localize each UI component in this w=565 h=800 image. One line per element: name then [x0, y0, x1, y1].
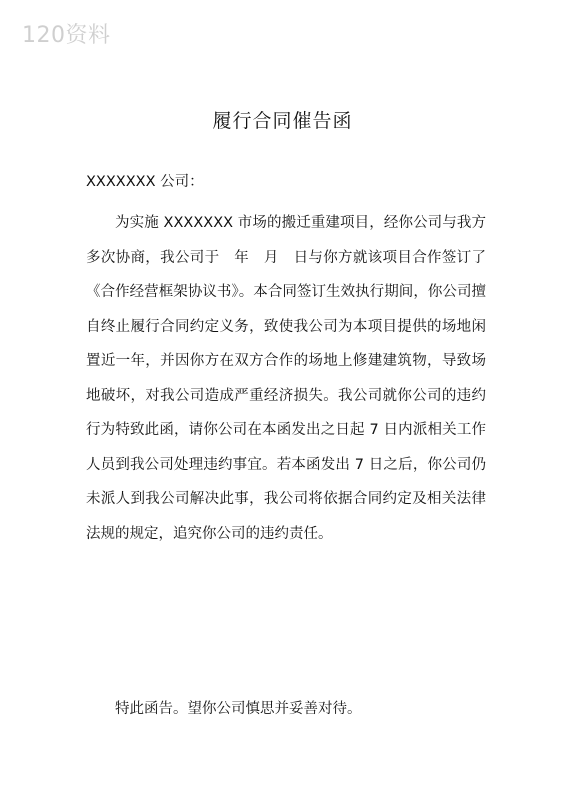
salutation: XXXXXXX 公司：	[86, 174, 204, 190]
closing-paragraph: 特此函告。望你公司慎思并妥善对待。	[115, 701, 362, 717]
document-title: 履行合同催告函	[212, 110, 353, 132]
body-paragraph: 为实施 XXXXXXX 市场的搬迁重建项目，经你公司与我方多次协商，我公司于 年 月 日与你方就该项目合作签订了《合作经营框架协议书》。本合同签订生效执行期间，你公司擅自终止履行合同约定义务，致使我公司为本项目提供的场地闲置近一年，并因你方在双方合作的场地上修建建筑物，导致场地破坏，对我公司造成严重经济损失。我公司就你公司的违约行为特致此函，请你公司在本函发出之日起 7 日内派相关工作人员到我公司处理违约事宜。若本函发出 7 日之后，你公司仍未派人到我公司解决此事，我公司将依据合同约定及相关法律法规的规定，追究你公司的违约责任。	[86, 215, 486, 542]
watermark-logo: 120资料	[22, 23, 111, 48]
